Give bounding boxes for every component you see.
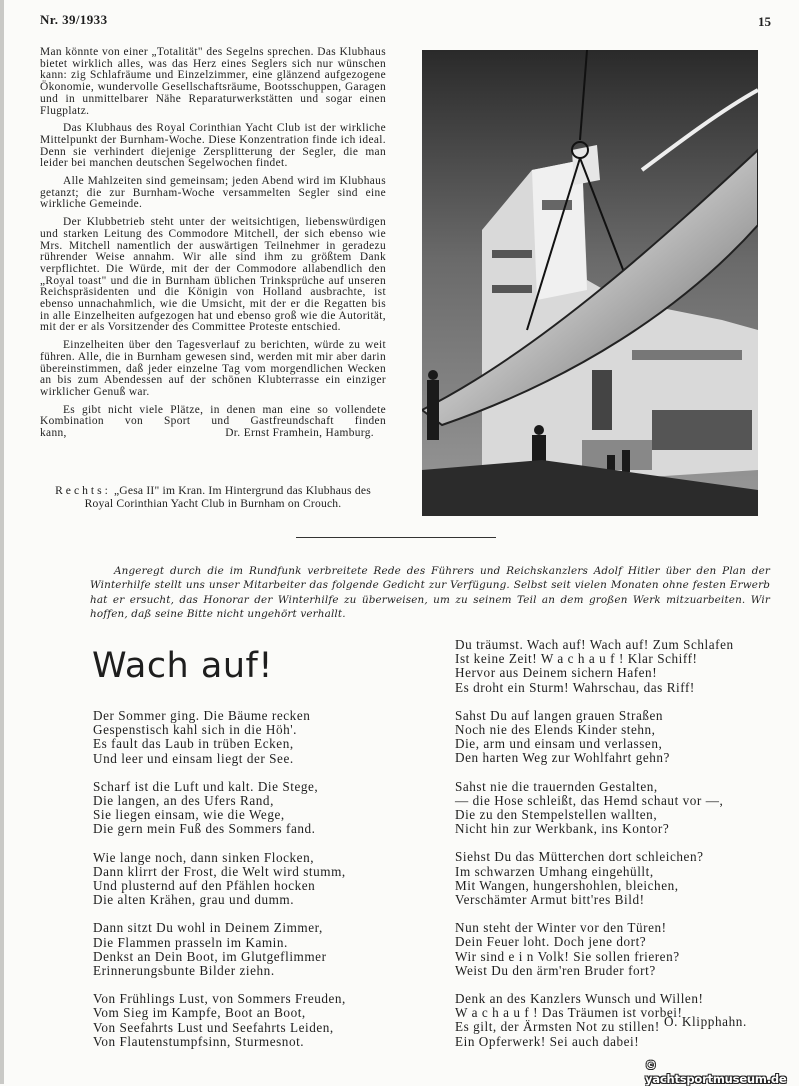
- poem-stanza: [93, 992, 346, 1049]
- poem-stanza: [93, 709, 346, 766]
- poem-line: Die langen, an des Ufers Rand,: [93, 793, 274, 809]
- poem-stanza: [455, 921, 734, 978]
- poem-line: Hervor aus Deinem sichern Hafen!: [455, 665, 658, 681]
- article-paragraph: Einzelheiten über den Tagesverlauf zu berichten, würde zu weit führen. Alle, die in Burnham gewesen sind, werden mit mir aber darin übereinstimmen, daß jeder einzelne Tag vom morgendlichen Wecken an bis zum Abendessen auf der schönen Klubterrasse ein einziger wirklicher Genuß war.: [40, 339, 386, 398]
- photo-yacht-in-crane: [422, 50, 758, 516]
- issue-number: Nr. 39/1933: [40, 12, 108, 27]
- poem-line: Ist keine Zeit! W a c h a u f ! Klar Schiff!: [455, 651, 698, 667]
- poem-line: Noch nie des Elends Kinder stehn,: [455, 722, 656, 738]
- poem-line: Vom Sieg im Kampfe, Boot an Boot,: [93, 1005, 306, 1021]
- poem-line: Nun steht der Winter vor den Türen!: [455, 920, 667, 936]
- poem-line: Ein Opferwerk! Sei auch dabei!: [455, 1033, 640, 1049]
- poem-stanza: [455, 850, 734, 907]
- poem-line: Und plusternd auf den Pfählen hocken: [93, 878, 316, 894]
- article-closing-word: kann,: [40, 427, 67, 440]
- article-paragraph: Es gibt nicht viele Plätze, in denen man eine so vollendete Kombination von Sport und Gastfreundschaft finden: [40, 403, 386, 428]
- poem-line: Die zu den Stempelstellen wallten,: [455, 807, 658, 823]
- poem-line: Nicht hin zur Werkbank, ins Kontor?: [455, 821, 670, 837]
- poem-line: Es gilt, der Ärmsten Not zu stillen!: [455, 1019, 660, 1035]
- poem-line: Sahst Du auf langen grauen Straßen: [455, 707, 664, 723]
- poem-line: W a c h a u f ! Das Träumen ist vorbei!: [455, 1005, 683, 1021]
- poem-author: O. Klipphahn.: [664, 1014, 747, 1029]
- poem-stanza: [93, 921, 346, 978]
- article-paragraph: Das Klubhaus des Royal Corinthian Yacht Club ist der wirkliche Mittelpunkt der Burnham-Woche. Diese Konzentration finde ich ideal. Denn sie verhindert diejenige Zersplitterung der Segler, die man leider bei manchen deutschen Segelwochen findet.: [40, 122, 386, 170]
- poem-line: Gespenstisch kahl sich in die Höh'.: [93, 722, 298, 738]
- caption-lead: Rechts:: [55, 484, 111, 497]
- article-paragraph: Der Klubbetrieb steht unter der weitsichtigen, liebenswürdigen und starken Leitung des Commodore Mitchell, der sich ebenso wie Mrs. Mitchell namentlich der auswärtigen Teilnehmer in geradezu rührender Weise annahm. Wir alle sind ihm zu größtem Dank verpflichtet. Die Würde, mit der der Commodore allabendlich den „Royal toast" und die in Burnham üblichen Trinksprüche auf unseren Reichspräsidenten und die Königin von Holland ausbrachte, ist ebenso unnachahmlich, wie die Umsicht, mit der er die Regatten bis in alle Einzelheiten aufgezogen hat und ebenso groß wie die Autorität, mit der er als Vorsitzender des Committee Proteste entschied.: [40, 216, 386, 334]
- poem-line: Du träumst. Wach auf! Wach auf! Zum Schlafen: [455, 637, 734, 652]
- poem-line: Der Sommer ging. Die Bäume recken: [93, 708, 311, 723]
- section-divider: [296, 537, 496, 538]
- poem-line: Sahst nie die trauernden Gestalten,: [455, 778, 658, 794]
- poem-line: Weist Du den ärm'ren Bruder fort?: [455, 962, 656, 978]
- article-text: [40, 47, 386, 440]
- poem-line: Wie lange noch, dann sinken Flocken,: [93, 849, 315, 865]
- poem-line: Von Seefahrts Lust und Seefahrts Leiden,: [93, 1019, 334, 1035]
- poem-line: Von Flautenstumpfsinn, Sturmesnot.: [93, 1033, 305, 1049]
- poem-line: Es fault das Laub in trüben Ecken,: [93, 736, 294, 752]
- poem-line: Die Flammen prasseln im Kamin.: [93, 934, 288, 950]
- article-paragraph: Alle Mahlzeiten sind gemeinsam; jeden Abend wird im Klubhaus getanzt; die zur Burnham-Woche versammelten Segler sind eine wirkliche Gemeinde.: [40, 175, 386, 211]
- poem-line: Siehst Du das Mütterchen dort schleichen?: [455, 849, 704, 865]
- poem-line: Wir sind e i n Volk! Sie sollen frieren?: [455, 948, 680, 964]
- poem-line: — die Hose schleißt, das Hemd schaut vor —,: [455, 792, 724, 808]
- poem-stanza: [93, 851, 346, 908]
- poem-line: Im schwarzen Umhang eingehüllt,: [455, 863, 654, 879]
- photo-caption: [40, 485, 386, 510]
- article-signature: Dr. Ernst Framhein, Hamburg.: [225, 427, 374, 440]
- poem-line: Von Frühlings Lust, von Sommers Freuden,: [93, 991, 346, 1007]
- poem-stanza: [455, 780, 734, 837]
- poem-line: Die gern mein Fuß des Sommers fand.: [93, 821, 316, 837]
- article-closing-line: [40, 428, 386, 440]
- poem-line: Sie liegen einsam, wie die Wege,: [93, 807, 285, 823]
- poem-stanza: [93, 780, 346, 837]
- poem-left-column: [93, 709, 346, 1063]
- poem-stanza: [455, 638, 734, 695]
- scan-edge: [0, 0, 4, 1084]
- poem-line: Es droht ein Sturm! Wahrschau, das Riff!: [455, 679, 695, 695]
- article-paragraph: Man könnte von einer „Totalität" des Segelns sprechen. Das Klubhaus bietet wirklich alles, was das Herz eines Seglers sich nur wünschen kann: zig Schlafräume und Einzelzimmer, eine glänzend aufgezogene Ökonomie, wundervolle Gesellschaftsräume, Bootsschuppen, Garagen und in unmittelbarer Nähe Reparaturwerkstätten und sogar einen Flugplatz.: [40, 46, 386, 117]
- poem-line: Den harten Weg zur Wohlfahrt gehn?: [455, 750, 670, 766]
- poem-line: Und leer und einsam liegt der See.: [93, 750, 294, 766]
- poem-line: Die, arm und einsam und verlassen,: [455, 736, 663, 752]
- poem-right-column: [455, 638, 734, 1063]
- poem-line: Verschämter Armut bitt'res Bild!: [455, 892, 645, 908]
- caption-text: „Gesa II" im Kran. Im Hintergrund das Klubhaus des Royal Corinthian Yacht Club in Burnham on Crouch.: [84, 484, 371, 510]
- poem-line: Die alten Krähen, grau und dumm.: [93, 892, 295, 908]
- intro-text: Angeregt durch die im Rundfunk verbreitete Rede des Führers und Reichskanzlers Adolf Hitler über den Plan der Winterhilfe stellt uns unser Mitarbeiter das folgende Gedicht zur Verfügung. Selbst seit vielen Monaten ohne festen Erwerb hat er ersucht, das Honorar der Winterhilfe zu überweisen, um zu seinem Teil an dem großen Werk mitzuarbeiten. Wir hoffen, daß seine Bitte nicht ungehört verhallt.: [90, 565, 770, 620]
- poem-line: Dein Feuer loht. Doch jene dort?: [455, 934, 647, 950]
- poem-line: Dann sitzt Du wohl in Deinem Zimmer,: [93, 920, 323, 936]
- poem-line: Dann klirrt der Frost, die Welt wird stumm,: [93, 863, 346, 879]
- page-number: 15: [758, 14, 771, 29]
- poem-line: Mit Wangen, hungershohlen, bleichen,: [455, 877, 679, 893]
- poem-title: Wach auf!: [92, 646, 273, 686]
- poem-line: Erinnerungsbunte Bilder ziehn.: [93, 963, 275, 979]
- poem-line: Denk an des Kanzlers Wunsch und Willen!: [455, 991, 704, 1007]
- poem-line: Denkst an Dein Boot, im Glutgeflimmer: [93, 948, 327, 964]
- poem-line: Scharf ist die Luft und kalt. Die Stege,: [93, 778, 319, 794]
- watermark: © yachtsportmuseum.de: [645, 1058, 787, 1086]
- poem-stanza: [455, 709, 734, 766]
- editorial-intro: [90, 564, 770, 621]
